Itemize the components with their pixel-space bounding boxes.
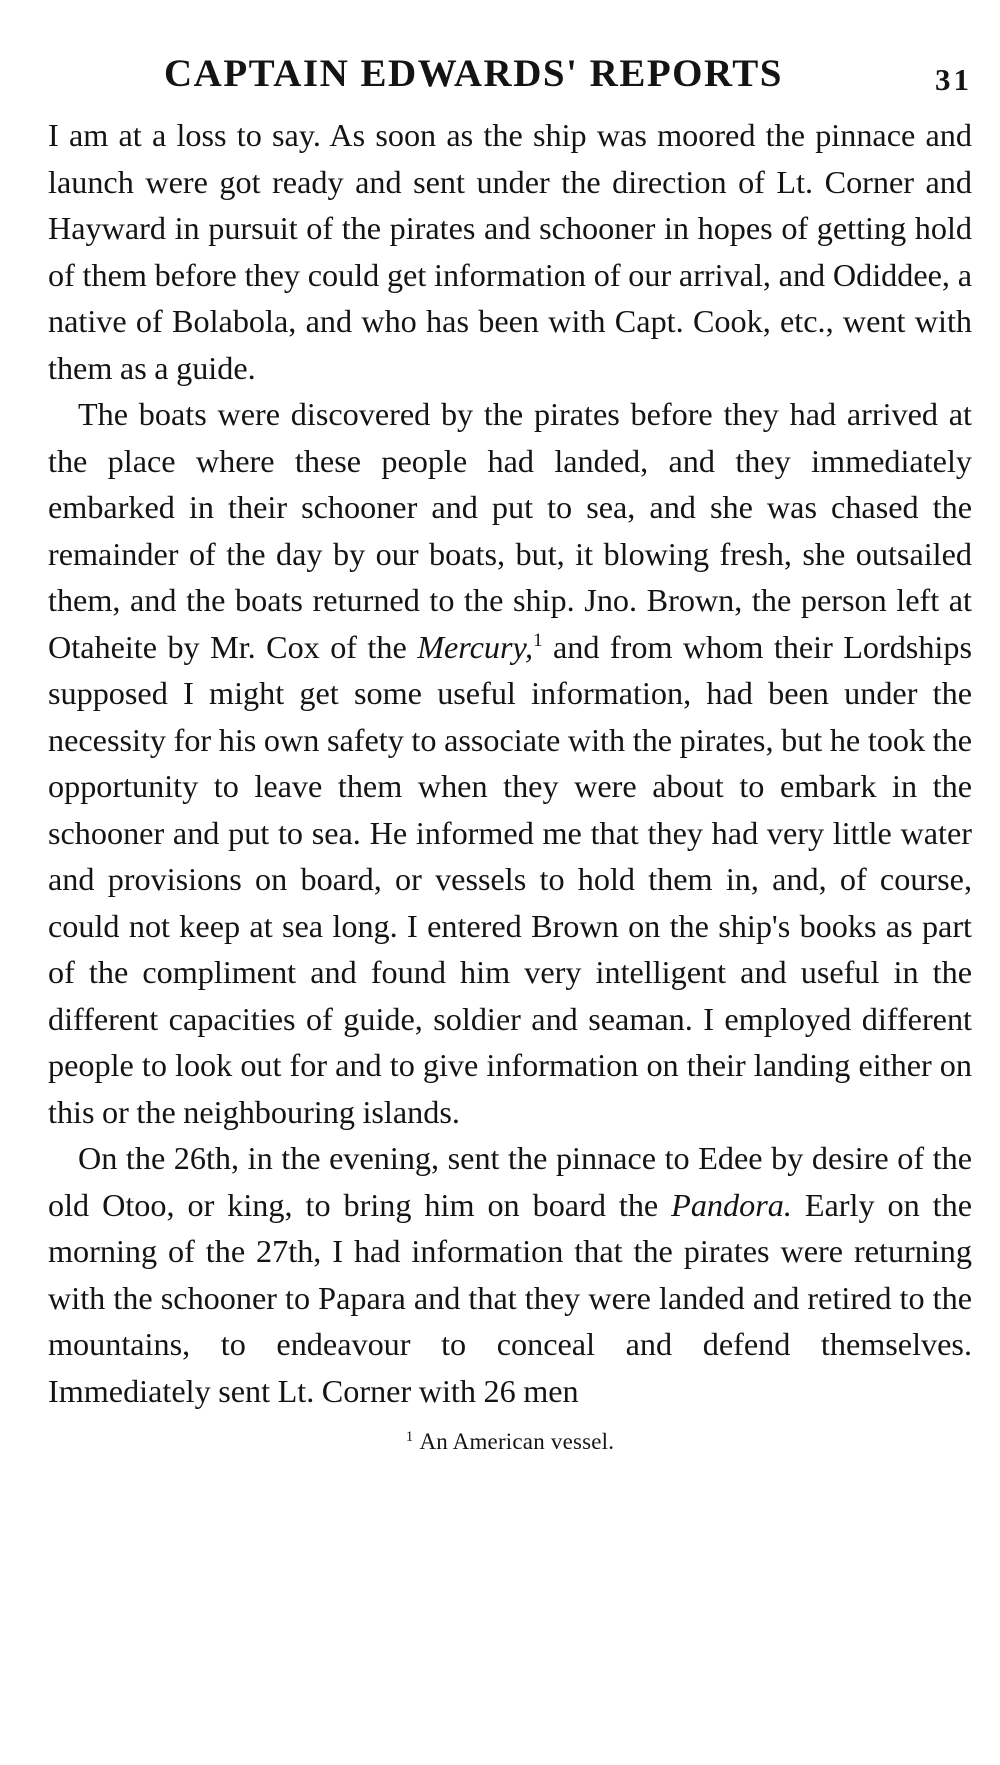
footnote-text: An American vessel.: [419, 1429, 615, 1454]
footnote-mark: 1: [405, 1429, 414, 1445]
ship-name-mercury: Mercury,: [417, 628, 534, 665]
paragraph-3: [48, 1135, 972, 1414]
running-title: CAPTAIN EDWARDS' REPORTS: [164, 52, 783, 95]
ship-name-pandora: Pandora.: [671, 1186, 792, 1223]
book-page: [48, 50, 972, 1453]
paragraph-1-text: I am at a loss to say. As soon as the ship was moored the pinnace and launch were got ready and sent under the direction of Lt. Corner and Hayward in pursuit of the pirates and schooner in hopes of getting hold of them before they could get information of our arrival, and Odiddee, a native of Bolabola, and who has been with Capt. Cook, etc., went with them as a guide.: [48, 117, 972, 386]
paragraph-3-text-after: Early on the morning of the 27th, I had information that the pirates were returning with the schooner to Papara and that they were landed and retired to the mountains, to endeavour to conceal and defend themselves. Immediately sent Lt. Corner with 26 men: [48, 1186, 972, 1409]
body-text: [48, 112, 972, 1414]
paragraph-1: [48, 112, 972, 391]
paragraph-3-text-before: On the 26th, in the evening, sent the pinnace to Edee by desire of the old Otoo, or king, to bring him on board the: [48, 1140, 972, 1223]
paragraph-2-text-after: and from whom their Lordships supposed I might get some useful information, had been under the necessity for his own safety to associate with the pirates, but he took the opportunity to leave them when they were about to embark in the schooner and put to sea. He informed me that they had very little water and provisions on board, or vessels to hold them in, and, of course, could not keep at sea long. I entered Brown on the ship's books as part of the compliment and found him very intelligent and useful in the different capacities of guide, soldier and seaman. I employed different people to look out for and to give information on their landing either on this or the neighbouring islands.: [48, 628, 972, 1130]
page-header: [48, 50, 972, 112]
paragraph-2-text-before: The boats were discovered by the pirates before they had arrived at the place where these people had landed, and they immediately embarked in their schooner and put to sea, and she was chased the remainder of the day by our boats, but, it blowing fresh, she outsailed them, and the boats returned to the ship. Jno. Brown, the person left at Otaheite by Mr. Cox of the: [48, 396, 972, 665]
footnote-reference: 1: [533, 629, 543, 651]
footnote: [48, 1430, 972, 1453]
paragraph-2: [48, 391, 972, 1135]
page-number: 31: [935, 62, 972, 97]
